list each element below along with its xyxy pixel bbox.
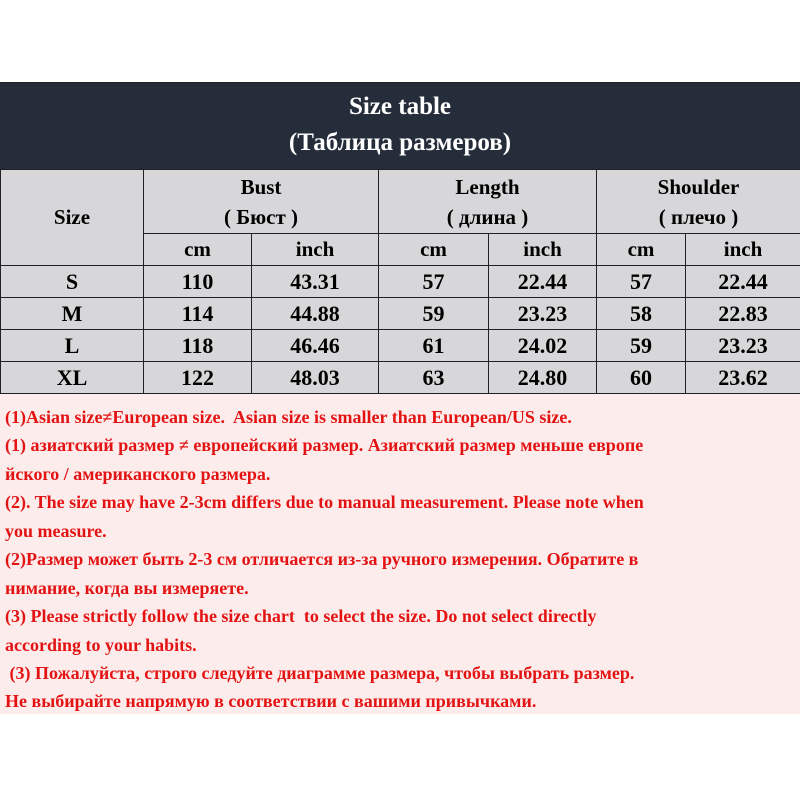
bust-label-ru: ( Бюст ) [223, 204, 299, 229]
value-cell: 46.46 [252, 330, 379, 362]
note-line: (3) Please strictly follow the size chart to select the size. Do not select directly [5, 606, 597, 626]
value-cell: 63 [379, 362, 489, 394]
value-cell: 43.31 [252, 266, 379, 298]
size-table [0, 169, 800, 394]
size-cell: S [1, 266, 144, 298]
value-cell: 23.23 [686, 330, 800, 362]
size-column-header: Size [1, 170, 144, 266]
title-russian: (Таблица размеров) [288, 129, 512, 156]
value-cell: 23.62 [686, 362, 800, 394]
value-cell: 118 [144, 330, 252, 362]
value-cell: 48.03 [252, 362, 379, 394]
note-line: (2)Размер может быть 2-3 см отличается из-за ручного измерения. Обратите в [5, 549, 639, 569]
value-cell: 22.44 [489, 266, 597, 298]
value-cell: 122 [144, 362, 252, 394]
group-header-row [1, 170, 800, 234]
size-cell: L [1, 330, 144, 362]
note-line: (1) азиатский размер ≠ европейский размер. Азиатский размер меньше европе [5, 435, 644, 455]
shoulder-label: Shoulder [657, 174, 740, 199]
table-row [1, 362, 800, 394]
value-cell: 22.83 [686, 298, 800, 330]
unit-header: inch [686, 234, 800, 266]
value-cell: 58 [597, 298, 686, 330]
value-cell: 22.44 [686, 266, 800, 298]
bust-label: Bust [240, 174, 282, 199]
note-line: нимание, когда вы измеряете. [5, 578, 249, 598]
unit-header: inch [489, 234, 597, 266]
bust-group-header [144, 170, 379, 234]
notes-panel [0, 393, 800, 714]
length-label: Length [455, 174, 520, 199]
note-line: Не выбирайте напрямую в соответствии с вашими привычками. [5, 691, 537, 711]
shoulder-group-header [597, 170, 800, 234]
table-row [1, 330, 800, 362]
value-cell: 44.88 [252, 298, 379, 330]
length-label-ru: ( длина ) [446, 204, 529, 229]
value-cell: 110 [144, 266, 252, 298]
value-cell: 24.02 [489, 330, 597, 362]
value-cell: 57 [379, 266, 489, 298]
table-row [1, 266, 800, 298]
unit-header: cm [144, 234, 252, 266]
value-cell: 23.23 [489, 298, 597, 330]
unit-header: cm [597, 234, 686, 266]
size-cell: XL [1, 362, 144, 394]
note-line: according to your habits. [5, 635, 197, 655]
size-cell: M [1, 298, 144, 330]
title-english: Size table [348, 93, 452, 120]
value-cell: 24.80 [489, 362, 597, 394]
value-cell: 114 [144, 298, 252, 330]
shoulder-label-ru: ( плечо ) [658, 204, 739, 229]
unit-header: cm [379, 234, 489, 266]
value-cell: 59 [379, 298, 489, 330]
value-cell: 59 [597, 330, 686, 362]
size-chart [0, 82, 800, 714]
note-line: you measure. [5, 521, 107, 541]
note-line: (3) Пожалуйста, строго следуйте диаграмме размера, чтобы выбрать размер. [5, 663, 635, 683]
table-row [1, 298, 800, 330]
note-line: (2). The size may have 2-3cm differs due to manual measurement. Please note when [5, 492, 644, 512]
value-cell: 60 [597, 362, 686, 394]
unit-header: inch [252, 234, 379, 266]
note-line: йского / американского размера. [5, 464, 271, 484]
length-group-header [379, 170, 597, 234]
value-cell: 57 [597, 266, 686, 298]
title-band [0, 83, 800, 169]
value-cell: 61 [379, 330, 489, 362]
note-line: (1)Asian size≠European size. Asian size is smaller than European/US size. [5, 407, 572, 427]
